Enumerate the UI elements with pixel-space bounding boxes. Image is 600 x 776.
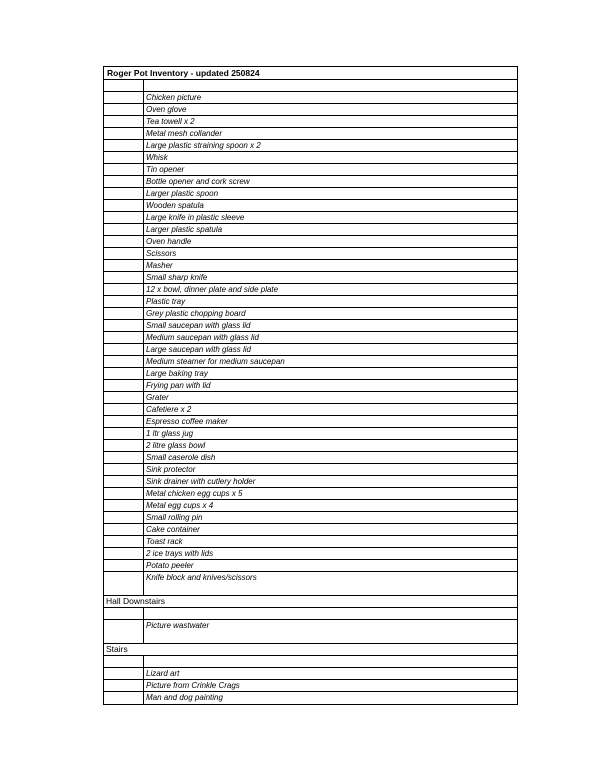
inventory-sheet bbox=[103, 66, 518, 705]
inventory-item: Grater bbox=[146, 393, 169, 402]
inventory-item: Espresso coffee maker bbox=[146, 417, 228, 426]
inventory-item: Large saucepan with glass lid bbox=[146, 345, 251, 354]
row-blank-cell bbox=[104, 488, 144, 499]
inventory-item: 2 ice trays with lids bbox=[146, 549, 214, 558]
inventory-row bbox=[104, 536, 517, 548]
row-blank-cell bbox=[104, 116, 144, 127]
inventory-item: Small rolling pin bbox=[146, 513, 203, 522]
inventory-row bbox=[104, 668, 517, 680]
inventory-item: Oven glove bbox=[146, 105, 187, 114]
inventory-item: Small caserole dish bbox=[146, 453, 216, 462]
inventory-row bbox=[104, 128, 517, 140]
inventory-item: Knife block and knives/scissors bbox=[146, 573, 257, 582]
row-blank-cell bbox=[104, 236, 144, 247]
inventory-row bbox=[104, 260, 517, 272]
inventory-item: Masher bbox=[146, 261, 173, 270]
row-blank-cell bbox=[104, 512, 144, 523]
row-blank-cell bbox=[104, 392, 144, 403]
inventory-row bbox=[104, 680, 517, 692]
row-blank-cell bbox=[104, 668, 144, 679]
row-blank-cell bbox=[104, 140, 144, 151]
inventory-row bbox=[104, 164, 517, 176]
inventory-row bbox=[104, 464, 517, 476]
row-blank-cell bbox=[104, 188, 144, 199]
row-blank-cell bbox=[104, 620, 144, 632]
inventory-row bbox=[104, 224, 517, 236]
row-blank-cell bbox=[104, 440, 144, 451]
inventory-row bbox=[104, 308, 517, 320]
inventory-item: Whisk bbox=[146, 153, 168, 162]
inventory-row bbox=[104, 116, 517, 128]
inventory-item: Cake container bbox=[146, 525, 200, 534]
row-blank-cell bbox=[104, 260, 144, 271]
inventory-item: 1 ltr glass jug bbox=[146, 429, 194, 438]
inventory-item: 2 litre glass bowl bbox=[146, 441, 206, 450]
row-blank-cell bbox=[104, 332, 144, 343]
inventory-item: Metal chicken egg cups x 5 bbox=[146, 489, 243, 498]
inventory-row bbox=[104, 200, 517, 212]
inventory-row bbox=[104, 572, 517, 584]
section-hall-downstairs: Hall Downstairs bbox=[104, 596, 517, 608]
row-blank-cell bbox=[104, 416, 144, 427]
inventory-row bbox=[104, 212, 517, 224]
inventory-item: Picture from Crinkle Crags bbox=[146, 681, 240, 690]
row-blank-cell bbox=[104, 164, 144, 175]
inventory-item: Plastic tray bbox=[146, 297, 186, 306]
row-blank-cell bbox=[104, 272, 144, 283]
inventory-item: Metal mesh collander bbox=[146, 129, 223, 138]
inventory-row bbox=[104, 620, 517, 632]
inventory-item: Larger plastic spatula bbox=[146, 225, 223, 234]
inventory-row bbox=[104, 368, 517, 380]
row-blank-cell bbox=[104, 500, 144, 511]
inventory-row bbox=[104, 344, 517, 356]
inventory-item: Larger plastic spoon bbox=[146, 189, 219, 198]
blank-row bbox=[104, 656, 517, 668]
inventory-item: Frying pan with lid bbox=[146, 381, 211, 390]
row-blank-cell bbox=[104, 200, 144, 211]
inventory-item: Man and dog painting bbox=[146, 693, 223, 702]
row-blank-cell bbox=[104, 692, 144, 704]
inventory-row bbox=[104, 392, 517, 404]
row-blank-cell bbox=[104, 428, 144, 439]
row-blank-cell bbox=[104, 680, 144, 691]
row-blank-cell bbox=[104, 476, 144, 487]
inventory-row bbox=[104, 296, 517, 308]
inventory-item: Small saucepan with glass lid bbox=[146, 321, 251, 330]
inventory-item: Picture wastwater bbox=[146, 621, 210, 630]
row-blank-cell bbox=[104, 464, 144, 475]
row-blank-cell bbox=[104, 128, 144, 139]
row-blank-cell bbox=[104, 368, 144, 379]
inventory-item: Medium saucepan with glass lid bbox=[146, 333, 259, 342]
row-blank-cell bbox=[104, 248, 144, 259]
inventory-row bbox=[104, 524, 517, 536]
inventory-row bbox=[104, 248, 517, 260]
inventory-row bbox=[104, 548, 517, 560]
row-blank-cell bbox=[104, 344, 144, 355]
inventory-item: 12 x bowl, dinner plate and side plate bbox=[146, 285, 279, 294]
row-blank-cell bbox=[104, 404, 144, 415]
title-row bbox=[104, 67, 517, 80]
inventory-item: Grey plastic chopping board bbox=[146, 309, 246, 318]
inventory-row bbox=[104, 500, 517, 512]
row-blank-cell bbox=[104, 308, 144, 319]
row-blank-cell bbox=[104, 560, 144, 571]
hall-items bbox=[104, 620, 517, 632]
inventory-row bbox=[104, 404, 517, 416]
blank-row bbox=[104, 584, 517, 596]
inventory-item: Wooden spatula bbox=[146, 201, 204, 210]
inventory-item: Potato peeler bbox=[146, 561, 194, 570]
inventory-item: Large baking tray bbox=[146, 369, 208, 378]
inventory-item: Tea towell x 2 bbox=[146, 117, 195, 126]
inventory-row bbox=[104, 152, 517, 164]
row-blank-cell bbox=[104, 524, 144, 535]
row-blank-cell bbox=[104, 356, 144, 367]
inventory-item: Chicken picture bbox=[146, 93, 202, 102]
section-stairs: Stairs bbox=[104, 644, 517, 656]
inventory-item: Cafetiere x 2 bbox=[146, 405, 192, 414]
row-blank-cell bbox=[104, 104, 144, 115]
row-blank-cell bbox=[104, 548, 144, 559]
row-blank-cell bbox=[104, 176, 144, 187]
inventory-item: Scissors bbox=[146, 249, 177, 258]
inventory-item: Small sharp knife bbox=[146, 273, 208, 282]
inventory-row bbox=[104, 560, 517, 572]
blank-row bbox=[104, 608, 517, 620]
inventory-row bbox=[104, 176, 517, 188]
kitchen-items bbox=[104, 92, 517, 584]
inventory-row bbox=[104, 320, 517, 332]
inventory-item: Metal egg cups x 4 bbox=[146, 501, 214, 510]
inventory-row bbox=[104, 452, 517, 464]
inventory-row bbox=[104, 512, 517, 524]
inventory-row bbox=[104, 284, 517, 296]
inventory-item: Medium steamer for medium saucepan bbox=[146, 357, 285, 366]
row-blank-cell bbox=[104, 572, 144, 584]
inventory-row bbox=[104, 356, 517, 368]
inventory-item: Sink protector bbox=[146, 465, 196, 474]
sheet-title: Roger Pot Inventory - updated 250824 bbox=[107, 68, 260, 78]
row-blank-cell bbox=[104, 536, 144, 547]
stairs-items bbox=[104, 668, 517, 704]
row-blank-cell bbox=[104, 92, 144, 103]
inventory-row bbox=[104, 692, 517, 704]
inventory-row bbox=[104, 380, 517, 392]
row-blank-cell bbox=[104, 380, 144, 391]
row-blank-cell bbox=[104, 212, 144, 223]
inventory-row bbox=[104, 416, 517, 428]
inventory-row bbox=[104, 488, 517, 500]
row-blank-cell bbox=[104, 152, 144, 163]
inventory-item: Large knife in plastic sleeve bbox=[146, 213, 245, 222]
inventory-row bbox=[104, 104, 517, 116]
inventory-item: Sink drainer with cutlery holder bbox=[146, 477, 256, 486]
row-blank-cell bbox=[104, 452, 144, 463]
inventory-item: Tin opener bbox=[146, 165, 185, 174]
inventory-item: Lizard art bbox=[146, 669, 180, 678]
row-blank-cell bbox=[104, 296, 144, 307]
inventory-item: Oven handle bbox=[146, 237, 192, 246]
inventory-row bbox=[104, 92, 517, 104]
inventory-row bbox=[104, 236, 517, 248]
row-blank-cell bbox=[104, 320, 144, 331]
inventory-row bbox=[104, 332, 517, 344]
inventory-row bbox=[104, 188, 517, 200]
inventory-row bbox=[104, 272, 517, 284]
inventory-row bbox=[104, 428, 517, 440]
inventory-row bbox=[104, 476, 517, 488]
inventory-item: Toast rack bbox=[146, 537, 183, 546]
blank-row bbox=[104, 80, 517, 92]
inventory-row bbox=[104, 140, 517, 152]
inventory-item: Large plastic straining spoon x 2 bbox=[146, 141, 261, 150]
inventory-row bbox=[104, 440, 517, 452]
inventory-item: Bottle opener and cork screw bbox=[146, 177, 250, 186]
row-blank-cell bbox=[104, 224, 144, 235]
row-blank-cell bbox=[104, 284, 144, 295]
blank-row bbox=[104, 632, 517, 644]
